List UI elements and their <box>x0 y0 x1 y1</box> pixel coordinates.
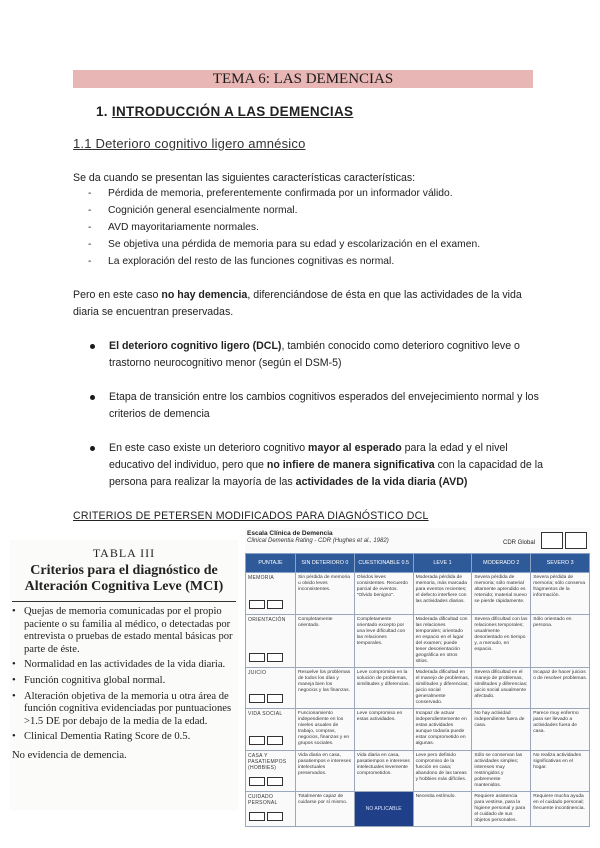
list-item: - La exploración del resto de las funciones cognitivas es normal. <box>86 253 480 270</box>
table-cell: Vida diaria en casa, pasatiempos e intereses intelectuales preservados. <box>296 751 355 792</box>
table-cell: Leve pero definido compromiso de la función en casa; abandono de las tareas y hobbies más difíciles. <box>413 751 472 792</box>
text-run-bold: El deterioro cognitivo ligero (DCL) <box>109 340 282 352</box>
table-cell: Incapaz de hacer juicios o de resolver problemas. <box>531 668 590 709</box>
column-header: MODERADO 2 <box>472 554 531 573</box>
table-row <box>246 709 590 751</box>
list-item: • Función cognitiva global normal. <box>24 675 236 688</box>
divider <box>12 601 236 602</box>
cdr-title: Escala Clínica de Demencia <box>247 530 333 537</box>
table-cell: Leve compromiso en estas actividades. <box>354 709 413 751</box>
table-cell: Severa dificultad en el manejo de problemas, similitudes y diferencias; juicio social usualmente afectado. <box>472 668 531 709</box>
text-run: , también conocido como deterioro cognitivo leve o trastorno neurocognitivo menor (según el DSM-5) <box>109 340 520 369</box>
table-cell: Olvidos leves consistentes. Recuerdo parcial de eventos. "Olvido benigno". <box>354 573 413 615</box>
table-row <box>246 615 590 668</box>
table-cell: Severa pérdida de memoria; sólo conserva fragmentos de la información. <box>531 573 590 615</box>
list-item <box>88 338 543 372</box>
text-run: En este caso existe un deterioro cognitivo <box>109 442 309 454</box>
not-applicable-cell: NO APLICABLE <box>354 792 413 827</box>
text-run-bold: no infiere de manera significativa <box>266 459 435 471</box>
bullet-icon <box>90 344 95 349</box>
list-item <box>88 440 543 491</box>
score-boxes <box>249 600 285 611</box>
table-cell: No hay actividad independiente fuera de casa. <box>472 709 531 751</box>
row-label: JUICIO <box>246 668 296 709</box>
table-cell: Funcionamiento independiente en los niveles usuales de trabajo, compras, negocios, finanzas y en grupos sociales. <box>296 709 355 751</box>
table-row <box>246 792 590 827</box>
list-item: • Normalidad en las actividades de la vida diaria. <box>24 659 236 672</box>
score-boxes <box>249 777 285 788</box>
list-item: - Se objetiva una pérdida de memoria para su edad y escolarización en el examen. <box>86 236 480 253</box>
table-cell: No realiza actividades significativas en el hogar. <box>531 751 590 792</box>
section-heading <box>96 104 353 119</box>
table-cell: Resuelve los problemas de todos los días y maneja bien los negocios y las finanzas. <box>296 668 355 709</box>
score-boxes <box>249 812 285 823</box>
cdr-grid <box>245 553 590 827</box>
table-title: Criterios para el diagnóstico de Alteración Cognitiva Leve (MCI) <box>24 563 224 594</box>
criteria-heading: CRITERIOS DE PETERSEN MODIFICADOS PARA DIAGNÓSTICO DCL <box>73 510 429 522</box>
bullet-icon <box>90 446 95 451</box>
score-box <box>565 532 587 549</box>
table-header-row <box>246 554 590 573</box>
row-label: CASA Y PASATIEMPOS (HOBBIES) <box>246 751 296 792</box>
text-run: Pero en este caso <box>73 289 162 301</box>
table-cell: Moderada pérdida de memoria, más marcada para eventos recientes; el defecto interfiere con las actividades diarias. <box>413 573 472 615</box>
text-run-bold: actividades de la vida diaria (AVD) <box>295 476 468 488</box>
table-row <box>246 668 590 709</box>
column-header: PUNTAJE <box>246 554 296 573</box>
table-row <box>246 573 590 615</box>
table-cell: Completamente orientado excepto por una leve dificultad con las relaciones temporales. <box>354 615 413 668</box>
table-cell: Sólo se conservan las actividades simples; intereses muy restringidos y pobremente mantenidos. <box>472 751 531 792</box>
column-header: SIN DETERIORO 0 <box>296 554 355 573</box>
section-title: INTRODUCCIÓN A LAS DEMENCIAS <box>111 104 354 119</box>
petersen-criteria-table <box>10 540 238 810</box>
no-dementia-paragraph <box>73 287 543 321</box>
column-header: SEVERO 3 <box>531 554 590 573</box>
list-item: • Quejas de memoria comunicadas por el propio paciente o su familia al médico, o detectadas por entrevista o pruebas de estado mental básicas por parte de éste. <box>24 606 236 656</box>
table-cell: Moderada dificultad en el manejo de problemas, similitudes y diferencias; juicio social generalmente conservado. <box>413 668 472 709</box>
table-cell: Sin pérdida de memoria u olvido leves inconsistentes. <box>296 573 355 615</box>
score-boxes <box>249 653 285 664</box>
subsection-heading: 1.1 Deterioro cognitivo ligero amnésico <box>73 136 306 151</box>
intro-paragraph: Se da cuando se presentan las siguientes características características: <box>73 172 416 184</box>
table-cell: Parece muy enfermo para ser llevado a actividades fuera de casa. <box>531 709 590 751</box>
text-run: Etapa de transición entre los cambios cognitivos esperados del envejecimiento normal y los criterios de demencia <box>109 391 539 420</box>
table-cell: Requiere asistencia para vestirse, para la higiene personal y para el cuidado de sus objetos personales. <box>472 792 531 827</box>
score-boxes <box>249 694 285 705</box>
text-run: , diferenciándose de ésta en que las actividades de la vida diaria se encuentran preservadas. <box>73 289 522 318</box>
table-cell: Incapaz de actuar independientemente en estas actividades aunque todavía puede estar comprometido en algunas. <box>413 709 472 751</box>
bullet-list <box>88 338 543 508</box>
column-header: CUESTIONABLE 0.5 <box>354 554 413 573</box>
row-label: MEMORIA <box>246 573 296 615</box>
list-item: • Alteración objetiva de la memoria u otra área de función cognitiva evidenciadas por puntuaciones >1.5 DE por debajo de la media de la edad. <box>24 691 236 729</box>
list-item: - Pérdida de memoria, preferentemente confirmada por un informador válido. <box>86 185 480 202</box>
table-cell: Severa pérdida de memoria; sólo material altamente aprendido es retenido; material nuevo se pierde rápidamente. <box>472 573 531 615</box>
row-label: ORIENTACIÓN <box>246 615 296 668</box>
list-item: • Clinical Dementia Rating Score de 0.5. <box>24 731 236 744</box>
table-cell: Necesita estímulo. <box>413 792 472 827</box>
table-cell: Severa dificultad con las relaciones temporales; usualmente desorientado en tiempo y, a menudo, en espacio. <box>472 615 531 668</box>
page-title: TEMA 6: LAS DEMENCIAS <box>73 70 533 88</box>
text-run-bold: no hay demencia <box>161 289 248 301</box>
table-cell: Moderada dificultad con las relaciones temporales; orientado en espacio en el lugar del examen; puede tener desorientación geográfica en otros sitios. <box>413 615 472 668</box>
row-label: VIDA SOCIAL <box>246 709 296 751</box>
table-footer: No evidencia de demencia. <box>12 749 127 761</box>
cdr-subtitle: Clinical Dementia Rating - CDR (Hughes et al., 1982) <box>247 538 389 544</box>
criteria-list <box>10 606 238 744</box>
row-label: CUIDADO PERSONAL <box>246 792 296 827</box>
text-run: para la edad y el nivel educativo del individuo, pero que <box>109 442 508 471</box>
list-item <box>88 389 543 423</box>
table-row <box>246 751 590 792</box>
list-item: - AVD mayoritariamente normales. <box>86 219 480 236</box>
score-boxes <box>249 736 285 747</box>
table-cell: Sólo orientado en persona. <box>531 615 590 668</box>
text-run-bold: mayor al esperado <box>308 442 402 454</box>
features-list <box>86 185 480 270</box>
table-caption: TABLA III <box>92 546 156 560</box>
section-number: 1. <box>96 104 108 119</box>
table-cell: Vida diaria en casa, pasatiempos e intereses intelectuales levemente comprometidos. <box>354 751 413 792</box>
cdr-global-label: CDR Global <box>503 540 536 546</box>
table-cell: Requiere mucha ayuda en el cuidado personal; frecuente incontinencia. <box>531 792 590 827</box>
table-cell: Totalmente capaz de cuidarse por sí mismo. <box>296 792 355 827</box>
table-cell: Completamente orientado. <box>296 615 355 668</box>
cdr-scale-table <box>245 528 590 828</box>
score-box <box>541 532 563 549</box>
table-cell: Leve compromiso en la solución de problemas, similitudes y diferencias. <box>354 668 413 709</box>
text-run: con la capacidad de la persona para realizar la mayoría de las <box>109 459 544 488</box>
list-item: - Cognición general esencialmente normal. <box>86 202 480 219</box>
column-header: LEVE 1 <box>413 554 472 573</box>
bullet-icon <box>90 395 95 400</box>
